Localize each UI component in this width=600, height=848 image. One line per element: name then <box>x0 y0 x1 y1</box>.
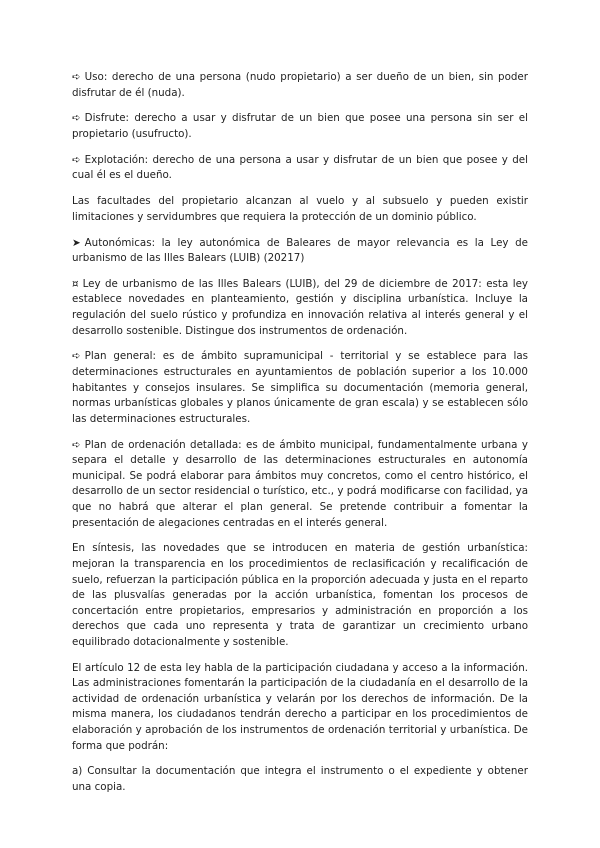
paragraph-text: Explotación: derecho de una persona a usar y disfrutar de un bien que posee y del cual él es el dueño. <box>72 153 528 182</box>
paragraph-text: a) Consultar la documentación que integra el instrumento o el expediente y obtener una copia. <box>72 765 528 794</box>
paragraph-facultades <box>72 194 528 225</box>
arrow-bullet-icon: ➪ <box>72 112 81 125</box>
arrow-bullet-icon: ➪ <box>72 438 81 451</box>
square-bullet-icon: ¤ <box>72 277 79 290</box>
paragraph-text: Plan de ordenación detallada: es de ámbito municipal, fundamentalmente urbana y separa el detalle y desarrollo de las determinaciones estructurales en autonomía municipal. Se podrá elaborar para ámbitos muy concretos, como el centro histórico, el desarrollo de un sector residencial o turístico, etc., y podrá modificarse con facilidad, ya que no habrá que alterar el plan general. Se pretende contribuir a fomentar la presentación de alegaciones centradas en el interés general. <box>72 438 528 529</box>
paragraph-text: Uso: derecho de una persona (nudo propietario) a ser dueño de un bien, sin poder disfrutar de él (nuda). <box>72 71 528 99</box>
paragraph-sintesis <box>72 541 528 650</box>
paragraph-plan-general <box>72 349 528 427</box>
paragraph-luib <box>72 277 528 339</box>
arrow-bullet-icon: ➪ <box>72 71 81 83</box>
paragraph-text: Ley de urbanismo de las Illes Balears (LUIB), del 29 de diciembre de 2017: esta ley establece novedades en planteamiento, gestión y disciplina urbanística. Incluye la regulación del suelo rústico y profundiza en innovación relativa al interés general y el desarrollo sostenible. Distingue dos instrumentos de ordenación. <box>72 277 528 337</box>
paragraph-item-a <box>72 764 528 795</box>
paragraph-text: Las facultades del propietario alcanzan al vuelo y al subsuelo y pueden existir limitaciones y servidumbres que requiera la protección de un dominio público. <box>72 195 528 223</box>
paragraph-uso <box>72 70 528 101</box>
arrow-bullet-icon: ➪ <box>72 350 81 363</box>
arrow-bullet-icon: ➪ <box>72 153 81 166</box>
paragraph-articulo-12 <box>72 661 528 755</box>
paragraph-text: Plan general: es de ámbito supramunicipal - territorial y se establece para las determinaciones estructurales en ayuntamientos de población superior a los 10.000 habitantes y consejos insulares. Se simplifica su documentación (memoria general, normas urbanísticas globales y planos únicamente de gran escala) y se establecen sólo las determinaciones estructurales. <box>72 350 528 425</box>
paragraph-text: Disfrute: derecho a usar y disfrutar de un bien que posee una persona sin ser el propietario (usufructo). <box>72 112 528 140</box>
paragraph-autonomicas <box>72 236 528 267</box>
paragraph-explotacion <box>72 153 528 184</box>
paragraph-text: En síntesis, las novedades que se introducen en materia de gestión urbanística: mejoran la transparencia en los procedimientos de reclasificación y recalificación de suelo, refuerzan la participación pública en la proporción adecuada y justa en el reparto de las plusvalías generadas por la acción urbanística, fomentan los procesos de concertación entre propietarios, empresarios y administración en proporción a los derechos que cada uno representa y trata de garantizar un crecimiento urbano equilibrado dotacionalmente y sostenible. <box>72 542 528 648</box>
arrowhead-bullet-icon: ➤ <box>72 236 81 249</box>
document-body <box>72 70 528 806</box>
paragraph-disfrute <box>72 111 528 142</box>
paragraph-text: El artículo 12 de esta ley habla de la participación ciudadana y acceso a la información. Las administraciones fomentarán la participación de la ciudadanía en el desarrollo de la actividad de ordenación urbanística y velarán por los derechos de información. De la misma manera, los ciudadanos tendrán derecho a participar en los procedimientos de elaboración y aprobación de los instrumentos de ordenación territorial y urbanística. De forma que podrán: <box>72 661 528 752</box>
paragraph-text: Autonómicas: la ley autonómica de Baleares de mayor relevancia es la Ley de urbanismo de las Illes Balears (LUIB) (20217) <box>72 236 528 265</box>
paragraph-plan-ordenacion <box>72 438 528 532</box>
